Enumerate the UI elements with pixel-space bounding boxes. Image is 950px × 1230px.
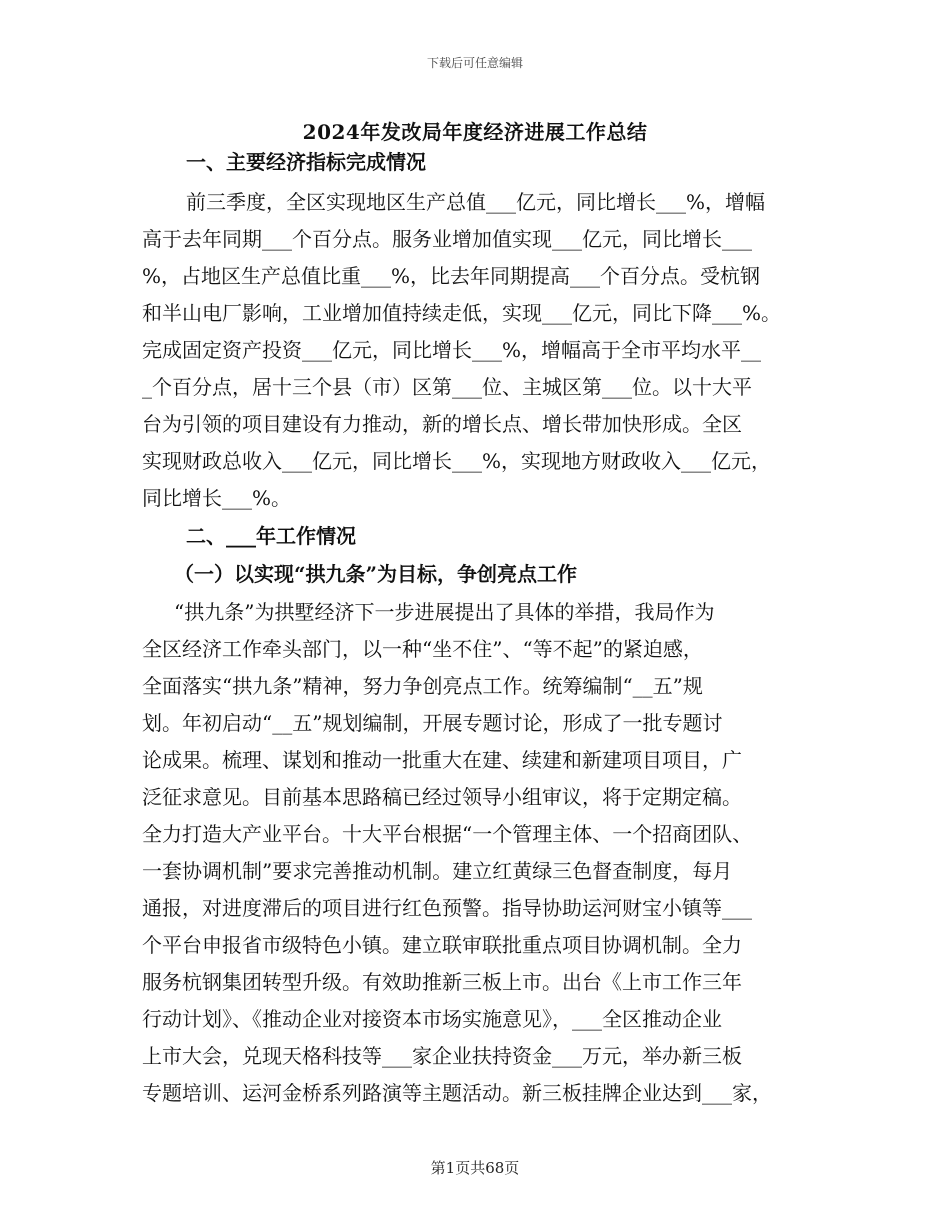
paragraph-line: 高于去年同期___个百分点。服务业增加值实现___亿元，同比增长___: [142, 227, 752, 251]
paragraph-line: _个百分点，居十三个县（市）区第___位、主城区第___位。以十大平: [142, 375, 752, 399]
paragraph-line: 同比增长___%。: [142, 486, 292, 510]
section-heading-1: 一、主要经济指标完成情况: [186, 150, 426, 174]
paragraph-line: 完成固定资产投资___亿元，同比增长___%，增幅高于全市平均水平__: [142, 338, 762, 362]
paragraph-line: 个平台申报省市级特色小镇。建立联审联批重点项目协调机制。全力: [142, 933, 742, 957]
paragraph-line: 全面落实“拱九条”精神，努力争创亮点工作。统筹编制“__五”规: [142, 674, 703, 698]
paragraph-line: 实现财政总收入___亿元，同比增长___%，实现地方财政收入___亿元，: [142, 449, 772, 473]
paragraph-line: 服务杭钢集团转型升级。有效助推新三板上市。出台《上市工作三年: [142, 970, 742, 994]
paragraph-line: 全力打造大产业平台。十大平台根据“一个管理主体、一个招商团队、: [142, 822, 753, 846]
paragraph-line: 和半山电厂影响，工业增加值持续走低，实现___亿元，同比下降___%。: [142, 301, 782, 325]
paragraph-line: 全区经济工作牵头部门，以一种“坐不住”、“等不起”的紧迫感，: [142, 637, 703, 661]
paragraph-line: 一套协调机制”要求完善推动机制。建立红黄绿三色督查制度，每月: [142, 859, 733, 883]
subsection-heading-1: （一）以实现“拱九条”为目标，争创亮点工作: [174, 562, 578, 586]
paragraph-line: 通报，对进度滞后的项目进行红色预警。指导协助运河财宝小镇等___: [142, 896, 752, 920]
paragraph-line: 泛征求意见。目前基本思路稿已经过领导小组审议，将于定期定稿。: [142, 785, 742, 809]
paragraph-line: %，占地区生产总值比重___%，比去年同期提高___个百分点。受杭钢: [142, 264, 761, 288]
page-footer: 第1页共68页: [430, 1159, 520, 1177]
paragraph-line: 论成果。梳理、谋划和推动一批重大在建、续建和新建项目项目，广: [142, 748, 742, 772]
paragraph-line: 行动计划》、《推动企业对接资本市场实施意见》，___全区推动企业: [142, 1007, 722, 1031]
paragraph-line: “拱九条”为拱墅经济下一步进展提出了具体的举措，我局作为: [174, 600, 715, 624]
paragraph-line: 台为引领的项目建设有力推动，新的增长点、增长带加快形成。全区: [142, 412, 742, 436]
paragraph-line: 专题培训、运河金桥系列路演等主题活动。新三板挂牌企业达到___家，: [142, 1081, 772, 1105]
paragraph-line: 前三季度，全区实现地区生产总值___亿元，同比增长___%，增幅: [186, 190, 766, 214]
paragraph-line: 上市大会，兑现天格科技等___家企业扶持资金___万元，举办新三板: [142, 1044, 742, 1068]
page-header-note: 下载后可任意编辑: [426, 56, 523, 70]
document-title: 2024年发改局年度经济进展工作总结: [302, 120, 648, 144]
paragraph-line: 划。年初启动“__五”规划编制，开展专题讨论，形成了一批专题讨: [142, 711, 723, 735]
section-heading-2: 二、___年工作情况: [186, 524, 356, 548]
